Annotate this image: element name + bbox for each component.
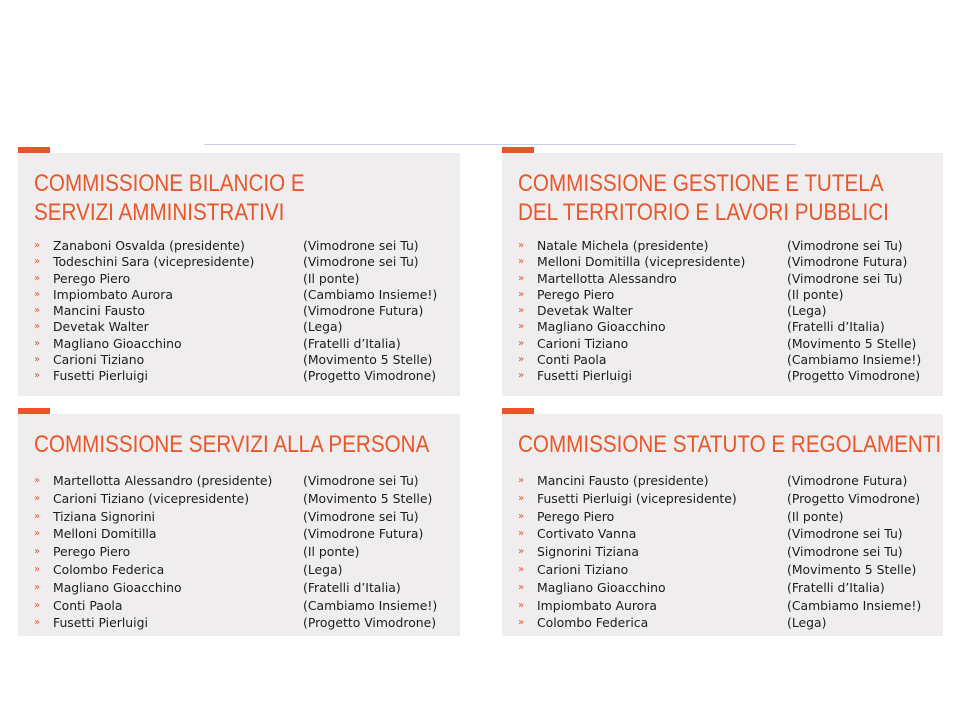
member-name: Conti Paola [537,352,607,368]
member-party: (Il ponte) [787,286,844,302]
member-name: Fusetti Pierluigi [53,368,148,384]
member-row [34,368,454,384]
member-name: Melloni Domitilla [53,526,157,542]
double-chevron-icon: » [518,617,523,629]
top-divider-line [204,144,796,145]
member-party: (Vimodrone Futura) [787,254,908,270]
member-name: Zanaboni Osvalda (presidente) [53,238,245,253]
member-row [518,319,937,335]
member-name: Impiombato Aurora [53,286,173,302]
double-chevron-icon: » [34,581,39,593]
member-row [34,597,454,615]
member-row [34,525,454,543]
member-row [34,287,454,303]
double-chevron-icon: » [518,546,523,558]
member-name: Mancini Fausto [53,303,145,319]
member-row [518,614,937,632]
member-party: (Lega) [303,319,343,335]
member-name: Carioni Tiziano [537,561,629,577]
member-party: (Movimento 5 Stelle) [303,490,433,506]
member-row [518,490,937,508]
panel-commissione-statuto-regolamenti [502,414,943,636]
panel-title [518,169,889,227]
double-chevron-icon: » [34,272,39,284]
member-row [34,508,454,526]
member-row [34,614,454,632]
member-name: Melloni Domitilla (vicepresidente) [537,254,746,270]
member-party: (Lega) [787,303,827,319]
member-row [34,543,454,561]
panel-title-line: COMMISSIONE GESTIONE E TUTELA [518,170,884,197]
member-name: Mancini Fausto (presidente) [537,473,709,488]
double-chevron-icon: » [518,510,523,522]
member-name: Perego Piero [537,508,615,524]
member-row [34,303,454,319]
double-chevron-icon: » [518,337,523,349]
double-chevron-icon: » [518,240,523,251]
member-party: (Progetto Vimodrone) [787,368,921,384]
member-party: (Vimodrone sei Tu) [787,526,903,542]
member-row [34,254,454,270]
member-name: Carioni Tiziano (vicepresidente) [53,490,250,506]
double-chevron-icon: » [518,581,523,593]
member-row [34,561,454,579]
panel-accent-bar [18,147,50,153]
member-row [518,579,937,597]
member-name: Devetak Walter [53,319,149,335]
member-party: (Vimodrone sei Tu) [303,254,419,270]
member-party: (Progetto Vimodrone) [303,615,437,631]
member-party: (Cambiamo Insieme!) [303,597,438,613]
double-chevron-icon: » [518,321,523,333]
member-party: (Vimodrone sei Tu) [303,238,419,253]
member-row [34,352,454,368]
member-row [34,579,454,597]
panel-accent-bar [502,408,534,414]
double-chevron-icon: » [34,354,39,366]
member-name: Martellotta Alessandro (presidente) [53,473,273,488]
member-party: (Fratelli d’Italia) [787,319,885,335]
double-chevron-icon: » [518,528,523,540]
member-party: (Vimodrone sei Tu) [303,473,419,488]
double-chevron-icon: » [34,546,39,558]
member-name: Magliano Gioacchino [53,579,182,595]
double-chevron-icon: » [518,475,523,486]
member-name: Magliano Gioacchino [537,579,666,595]
double-chevron-icon: » [34,510,39,522]
double-chevron-icon: » [518,354,523,366]
member-name: Carioni Tiziano [537,335,629,351]
member-row [34,319,454,335]
double-chevron-icon: » [518,272,523,284]
double-chevron-icon: » [34,240,39,251]
panel-commissione-bilancio [18,153,460,396]
member-name: Fusetti Pierluigi [537,368,632,384]
double-chevron-icon: » [34,305,39,317]
double-chevron-icon: » [518,492,523,504]
member-row [518,271,937,287]
member-party: (Vimodrone sei Tu) [303,508,419,524]
member-row [34,271,454,287]
member-row [518,543,937,561]
panel-title-line: DEL TERRITORIO E LAVORI PUBBLICI [518,199,889,226]
member-row [34,238,454,254]
member-name: Magliano Gioacchino [53,335,182,351]
member-party: (Lega) [787,615,827,631]
member-name: Martellotta Alessandro [537,270,677,286]
panel-accent-bar [18,408,50,414]
double-chevron-icon: » [34,475,39,486]
panel-title-line: COMMISSIONE SERVIZI ALLA PERSONA [34,431,430,458]
double-chevron-icon: » [518,599,523,611]
member-party: (Vimodrone Futura) [787,473,908,488]
member-party: (Cambiamo Insieme!) [303,286,438,302]
double-chevron-icon: » [34,617,39,629]
double-chevron-icon: » [34,370,39,382]
member-party: (Fratelli d’Italia) [303,335,401,351]
member-row [34,336,454,352]
member-name: Cortivato Vanna [537,526,637,542]
member-name: Impiombato Aurora [537,597,657,613]
double-chevron-icon: » [34,492,39,504]
member-party: (Vimodrone sei Tu) [787,544,903,560]
member-row [518,508,937,526]
member-party: (Movimento 5 Stelle) [787,335,917,351]
double-chevron-icon: » [34,528,39,540]
double-chevron-icon: » [518,370,523,382]
member-list [518,472,937,632]
member-row [518,303,937,319]
member-row [518,525,937,543]
member-row [34,490,454,508]
double-chevron-icon: » [34,563,39,575]
panel-accent-bar [502,147,534,153]
double-chevron-icon: » [518,563,523,575]
member-party: (Progetto Vimodrone) [303,368,437,384]
member-list [518,238,937,385]
member-name: Devetak Walter [537,303,633,319]
member-row [518,472,937,490]
member-row [518,336,937,352]
panel-commissione-servizi-persona [18,414,460,636]
member-row [518,561,937,579]
member-party: (Vimodrone sei Tu) [787,270,903,286]
member-party: (Vimodrone Futura) [303,526,424,542]
member-party: (Movimento 5 Stelle) [303,352,433,368]
member-row [518,597,937,615]
member-row [518,254,937,270]
member-party: (Il ponte) [787,508,844,524]
panel-commissione-gestione-territorio [502,153,943,396]
panel-title-line: COMMISSIONE STATUTO E REGOLAMENTI [518,431,942,458]
member-party: (Progetto Vimodrone) [787,490,921,506]
double-chevron-icon: » [34,256,39,268]
member-name: Signorini Tiziana [537,544,639,560]
member-party: (Il ponte) [303,544,360,560]
member-row [518,287,937,303]
double-chevron-icon: » [518,288,523,300]
member-name: Colombo Federica [53,561,165,577]
double-chevron-icon: » [34,321,39,333]
double-chevron-icon: » [34,288,39,300]
member-party: (Vimodrone Futura) [303,303,424,319]
panel-title-line: SERVIZI AMMINISTRATIVI [34,199,285,226]
member-name: Fusetti Pierluigi (vicepresidente) [537,490,737,506]
member-party: (Fratelli d’Italia) [303,579,401,595]
member-name: Tiziana Signorini [53,508,155,524]
member-party: (Cambiamo Insieme!) [787,352,922,368]
member-name: Natale Michela (presidente) [537,238,709,253]
member-party: (Vimodrone sei Tu) [787,238,903,253]
member-name: Conti Paola [53,597,123,613]
member-party: (Il ponte) [303,270,360,286]
member-list [34,472,454,632]
member-name: Perego Piero [53,270,131,286]
double-chevron-icon: » [34,599,39,611]
member-party: (Cambiamo Insieme!) [787,597,922,613]
panel-title [34,169,305,227]
member-row [518,238,937,254]
double-chevron-icon: » [518,256,523,268]
double-chevron-icon: » [518,305,523,317]
panel-title [518,430,941,459]
panel-title-line: COMMISSIONE BILANCIO E [34,170,305,197]
member-party: (Lega) [303,561,343,577]
member-list [34,238,454,385]
member-party: (Movimento 5 Stelle) [787,561,917,577]
member-row [34,472,454,490]
member-name: Perego Piero [537,286,615,302]
double-chevron-icon: » [34,337,39,349]
member-party: (Fratelli d’Italia) [787,579,885,595]
member-name: Perego Piero [53,544,131,560]
panel-title [34,430,429,459]
member-name: Colombo Federica [537,615,649,631]
member-row [518,368,937,384]
member-name: Carioni Tiziano [53,352,145,368]
member-name: Magliano Gioacchino [537,319,666,335]
member-name: Fusetti Pierluigi [53,615,148,631]
member-row [518,352,937,368]
member-name: Todeschini Sara (vicepresidente) [53,254,255,270]
